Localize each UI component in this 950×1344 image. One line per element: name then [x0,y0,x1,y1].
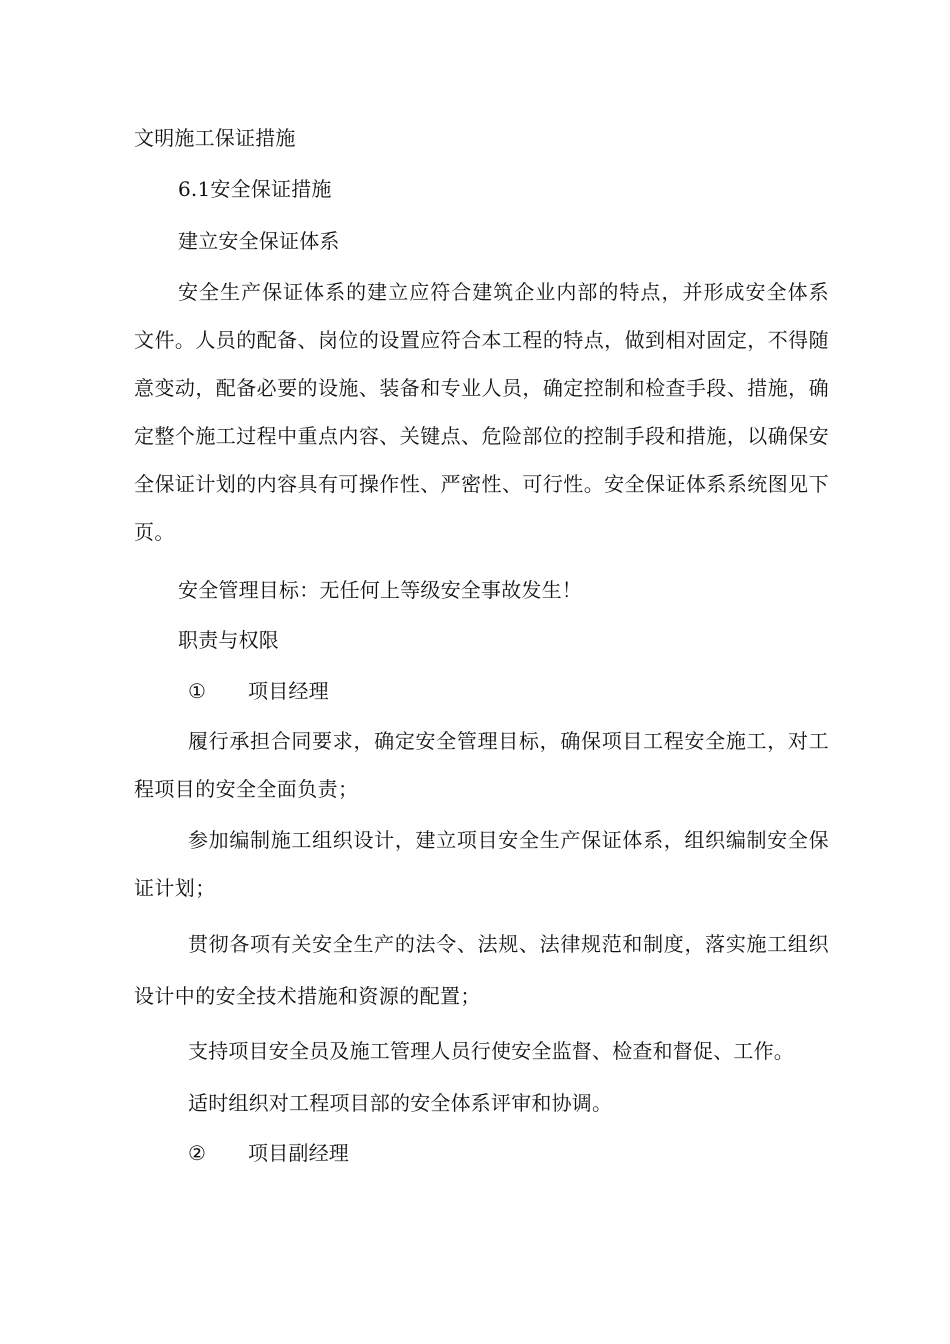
subheading-safety-system: 建立安全保证体系 [178,229,340,253]
subheading-duties: 职责与权限 [178,628,279,652]
safety-goal-text: 安全管理目标：无任何上等级安全事故发生！ [178,578,582,602]
paragraph-duty-1: 履行承担合同要求，确定安全管理目标，确保项目工程安全施工，对工程项目的安全全面负责； [134,729,829,801]
list-marker-1: ① [188,679,206,703]
document-title: 文明施工保证措施 [134,126,296,150]
paragraph-duty-2: 参加编制施工组织设计，建立项目安全生产保证体系，组织编制安全保证计划； [134,828,829,900]
paragraph-duty-5: 适时组织对工程项目部的安全体系评审和协调。 [188,1091,613,1115]
list-marker-2: ② [188,1141,206,1165]
section-heading: 6.1安全保证措施 [178,177,332,201]
paragraph-duty-3: 贯彻各项有关安全生产的法令、法规、法律规范和制度，落实施工组织设计中的安全技术措施和资源的配置； [134,932,829,1008]
paragraph-safety-system: 安全生产保证体系的建立应符合建筑企业内部的特点，并形成安全体系文件。人员的配备、岗位的设置应符合本工程的特点，做到相对固定，不得随意变动，配备必要的设施、装备和专业人员，确定控制和检查手段、措施，确定整个施工过程中重点内容、关键点、危险部位的控制手段和措施，以确保安全保证计划的内容具有可操作性、严密性、可行性。安全保证体系系统图见下页。 [134,280,829,544]
list-item-deputy-manager: 项目副经理 [248,1141,349,1165]
paragraph-duty-4: 支持项目安全员及施工管理人员行使安全监督、检查和督促、工作。 [188,1039,794,1063]
list-item-project-manager: 项目经理 [248,679,329,703]
